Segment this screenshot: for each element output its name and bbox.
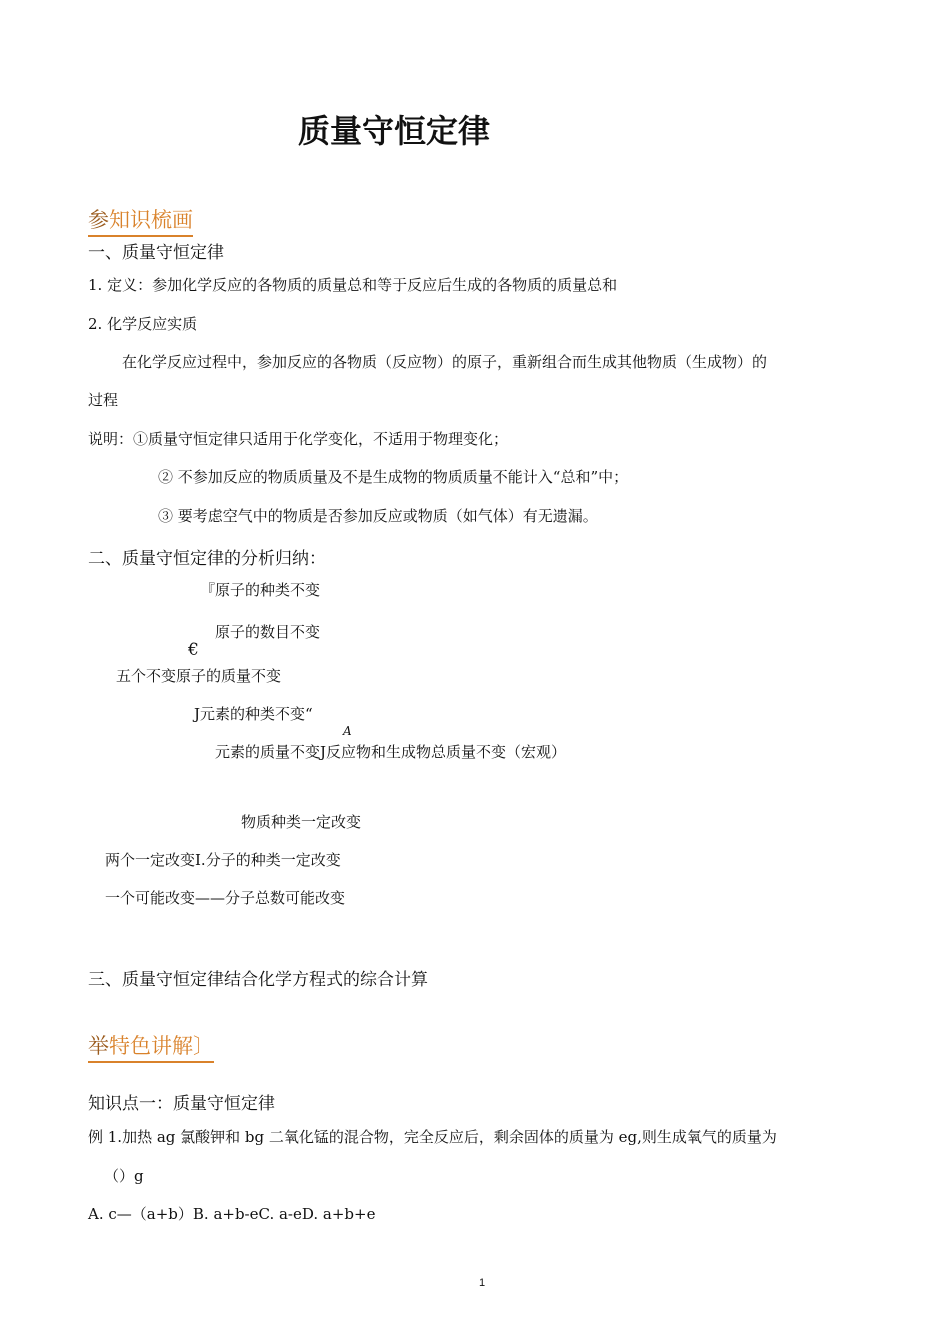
essence-title: 2. 化学反应实质 bbox=[88, 315, 198, 333]
example-1-line-1: 例 1.加热 ag 氯酸钾和 bg 二氧化锰的混合物，完全反应后，剩余固体的质量为 eg,则生成氧气的质量为 bbox=[88, 1128, 777, 1146]
section-icon-char: 举 bbox=[88, 1034, 109, 1058]
section-header-lecture bbox=[88, 1030, 214, 1063]
section-header-knowledge bbox=[88, 204, 193, 237]
heading-one: 一、质量守恒定律 bbox=[88, 243, 224, 263]
analysis-line-1: 『原子的种类不变 bbox=[200, 581, 321, 599]
analysis-line-2: 原子的数目不变 bbox=[215, 623, 321, 641]
definition: 1. 定义：参加化学反应的各物质的质量总和等于反应后生成的各物质的质量总和 bbox=[88, 276, 618, 294]
heading-three: 三、质量守恒定律结合化学方程式的综合计算 bbox=[88, 970, 428, 990]
change-line-2: 两个一定改变I.分子的种类一定改变 bbox=[105, 851, 341, 869]
note-3: ③ 要考虑空气中的物质是否参加反应或物质（如气体）有无遗漏。 bbox=[158, 507, 598, 525]
change-line-1: 物质种类一定改变 bbox=[241, 813, 362, 831]
change-line-3: 一个可能改变——分子总数可能改变 bbox=[105, 889, 346, 907]
analysis-mark-a: A bbox=[343, 724, 352, 738]
note-1: 说明：①质量守恒定律只适用于化学变化，不适用于物理变化； bbox=[88, 430, 509, 448]
heading-two: 二、质量守恒定律的分析归纳： bbox=[88, 549, 326, 569]
analysis-mark: € bbox=[188, 640, 199, 660]
example-1-options: A. c—（a+b）B. a+b-eC. a-eD. a+b+e bbox=[88, 1205, 376, 1223]
analysis-line-3: 五个不变原子的质量不变 bbox=[116, 667, 282, 685]
analysis-line-5: 元素的质量不变J反应物和生成物总质量不变（宏观） bbox=[215, 743, 567, 761]
section-icon-char: 参 bbox=[88, 208, 109, 232]
essence-line-2: 过程 bbox=[88, 391, 119, 409]
analysis-line-4: J元素的种类不变“ bbox=[194, 705, 313, 723]
note-2: ② 不参加反应的物质质量及不是生成物的物质质量不能计入“总和”中； bbox=[158, 468, 629, 486]
page-title: 质量守恒定律 bbox=[298, 112, 491, 150]
section-label: 知识梳画 bbox=[109, 208, 193, 232]
example-1-line-2: （）g bbox=[104, 1167, 144, 1185]
section-label: 特色讲解〕 bbox=[109, 1034, 214, 1058]
knowledge-point-1: 知识点一：质量守恒定律 bbox=[88, 1094, 275, 1114]
page-number: 1 bbox=[479, 1277, 486, 1289]
essence-line-1: 在化学反应过程中，参加反应的各物质（反应物）的原子，重新组合而生成其他物质（生成物）的 bbox=[122, 353, 768, 371]
